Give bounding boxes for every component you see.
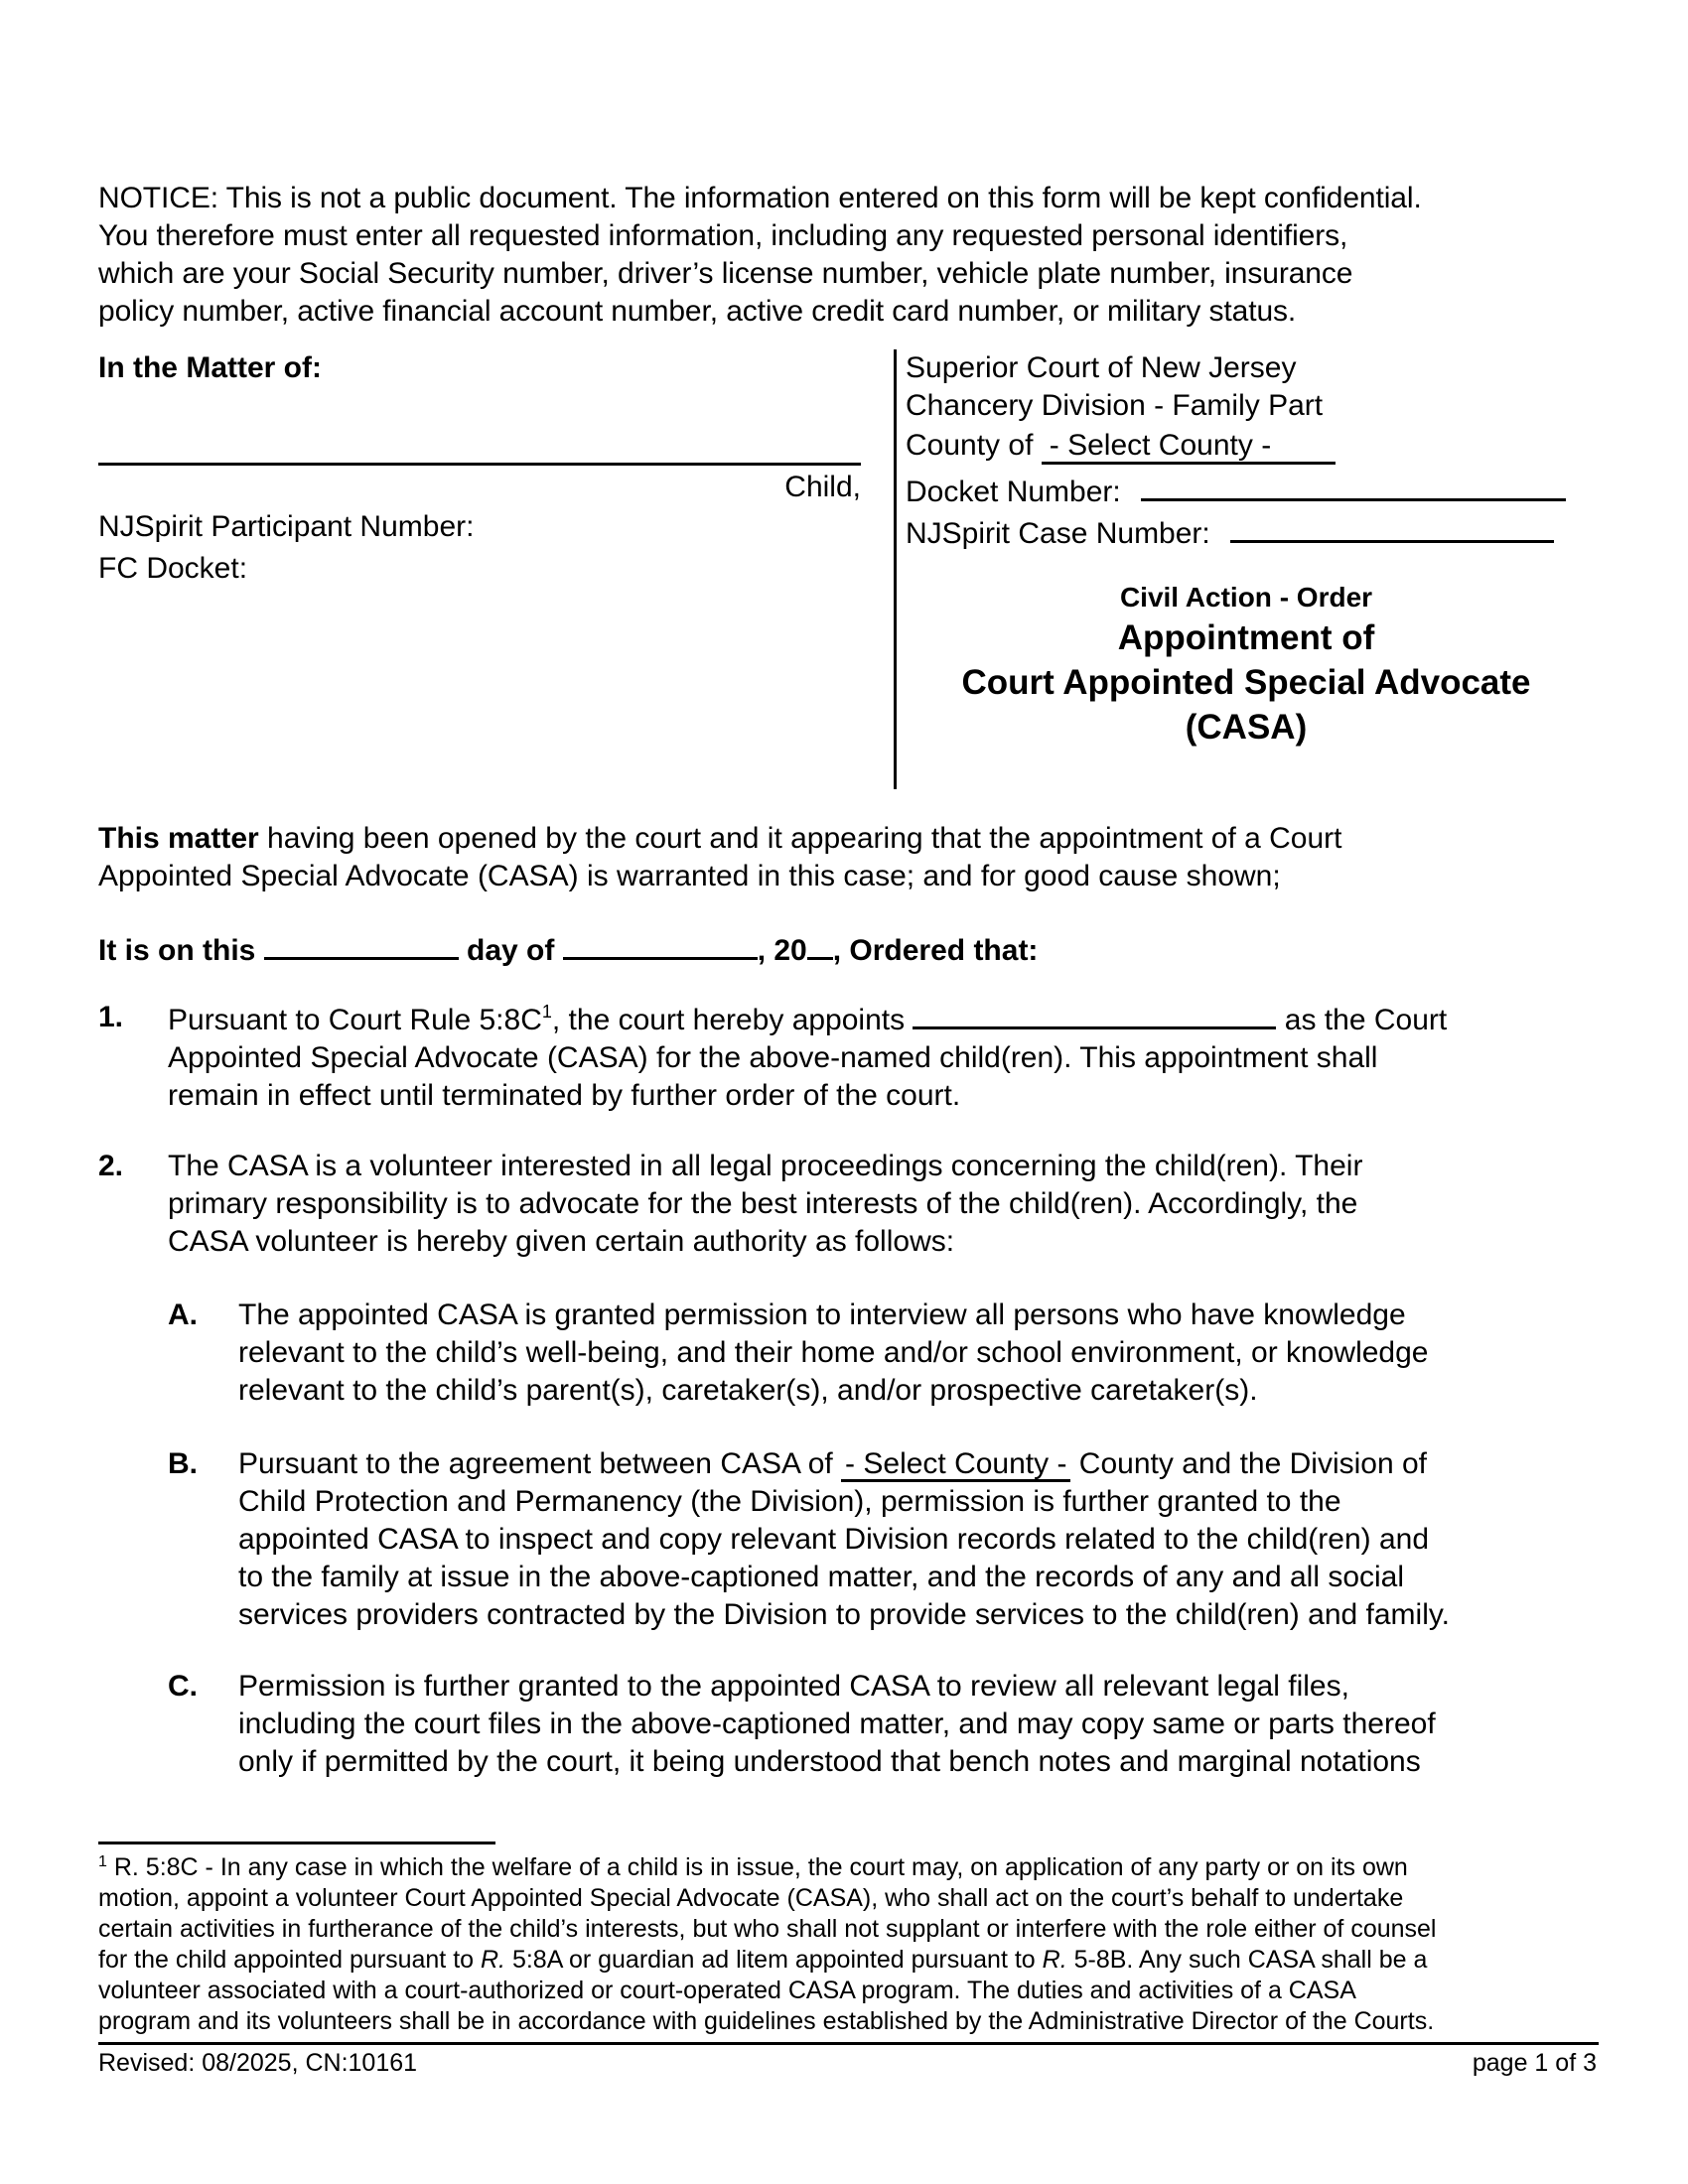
- fc-docket-label: FC Docket:: [98, 552, 248, 585]
- notice-line: which are your Social Security number, driver’s license number, vehicle plate number, insurance: [98, 257, 1353, 290]
- month-field[interactable]: [563, 929, 758, 960]
- njspirit-case-number-label: NJSpirit Case Number:: [906, 517, 1210, 550]
- subitem-text: Permission is further granted to the appointed CASA to review all relevant legal files,: [238, 1670, 1349, 1703]
- subitem-text: relevant to the child’s parent(s), caretaker(s), and/or prospective caretaker(s).: [238, 1374, 1258, 1407]
- footnote-1: [98, 1852, 1598, 2037]
- page-number: page 1 of 3: [1472, 2049, 1597, 2077]
- ordered-prefix: It is on this: [98, 934, 264, 967]
- caption-divider: [894, 349, 897, 789]
- subitem-letter: C.: [168, 1670, 198, 1703]
- court-name: Superior Court of New Jersey: [906, 351, 1297, 384]
- footnote-text: certain activities in furtherance of the child’s interests, but who shall not supplant or interfere with the role either of counsel: [98, 1915, 1437, 1943]
- subitem-text: to the family at issue in the above-captioned matter, and the records of any and all social: [238, 1561, 1405, 1593]
- subitem-text: appointed CASA to inspect and copy relevant Division records related to the child(ren) and: [238, 1523, 1430, 1556]
- footnote-text: motion, appoint a volunteer Court Appointed Special Advocate (CASA), who shall act on the court’s behalf to undertake: [98, 1884, 1404, 1912]
- footnote-text: 5-8B. Any such CASA shall be a: [1066, 1946, 1428, 1974]
- title-line: Court Appointed Special Advocate: [961, 663, 1531, 702]
- casa-county-select[interactable]: - Select County -: [841, 1449, 1070, 1482]
- item-text: , the court hereby appoints: [551, 1004, 914, 1036]
- subitem-letter: B.: [168, 1447, 198, 1480]
- subitem-text: only if permitted by the court, it being understood that bench notes and marginal notations: [238, 1745, 1421, 1778]
- docket-number-label: Docket Number:: [906, 476, 1121, 508]
- docket-number-field[interactable]: [1141, 469, 1566, 501]
- ordered-suffix: , Ordered that:: [832, 934, 1039, 967]
- in-the-matter-of-label: In the Matter of:: [98, 351, 322, 384]
- subitem-text: The appointed CASA is granted permission to interview all persons who have knowledge: [238, 1298, 1406, 1331]
- footer-rule: [98, 2042, 1599, 2045]
- ordered-day-of: day of: [458, 934, 563, 967]
- footnote-marker: 1: [98, 1853, 107, 1870]
- subitem-text: including the court files in the above-captioned matter, and may copy same or parts thereof: [238, 1707, 1436, 1740]
- item-text: primary responsibility is to advocate for the best interests of the child(ren). Accordingly, the: [168, 1187, 1358, 1220]
- recital-text: having been opened by the court and it appearing that the appointment of a Court: [258, 822, 1342, 855]
- subitem-text: relevant to the child’s well-being, and their home and/or school environment, or knowledge: [238, 1336, 1429, 1369]
- item-text: Pursuant to Court Rule 5:8C: [168, 1004, 542, 1036]
- case-row: [906, 510, 1554, 553]
- docket-row: [906, 469, 1566, 511]
- casa-appointee-field[interactable]: [913, 999, 1276, 1029]
- day-field[interactable]: [264, 929, 459, 960]
- footnote-text: for the child appointed pursuant to: [98, 1946, 481, 1974]
- recital-lead: This matter: [98, 822, 259, 855]
- recital-paragraph: [98, 820, 1598, 895]
- title-kicker: Civil Action - Order: [1119, 582, 1373, 613]
- ordered-date-line: [98, 929, 1598, 970]
- item-text: The CASA is a volunteer interested in all legal proceedings concerning the child(ren). Their: [168, 1150, 1363, 1182]
- footnote-text: R. 5:8C - In any case in which the welfare of a child is in issue, the court may, on application of any party or on its own: [106, 1853, 1408, 1881]
- form-title: [899, 580, 1594, 750]
- child-label: Child,: [784, 471, 861, 503]
- subitem-letter: A.: [168, 1298, 198, 1331]
- item-text: remain in effect until terminated by further order of the court.: [168, 1079, 961, 1112]
- item-text: as the Court: [1276, 1004, 1448, 1036]
- subitem-text: Pursuant to the agreement between CASA of: [238, 1447, 842, 1480]
- recital-text: Appointed Special Advocate (CASA) is warranted in this case; and for good cause shown;: [98, 860, 1281, 892]
- subitem-text: County and the Division of: [1070, 1447, 1428, 1480]
- revision-info: Revised: 08/2025, CN:10161: [98, 2049, 418, 2077]
- year-field[interactable]: [807, 929, 833, 960]
- njspirit-case-number-field[interactable]: [1230, 510, 1554, 543]
- county-select[interactable]: - Select County -: [1042, 430, 1336, 465]
- notice-line: NOTICE: This is not a public document. The information entered on this form will be kept confidential.: [98, 182, 1422, 214]
- notice-line: policy number, active financial account number, active credit card number, or military status.: [98, 295, 1297, 328]
- county-row: [906, 427, 1336, 465]
- notice-line: You therefore must enter all requested information, including any requested personal identifiers,: [98, 219, 1348, 252]
- county-label: County of: [906, 429, 1034, 462]
- footnote-text: program and its volunteers shall be in accordance with guidelines established by the Administrative Director of the Courts.: [98, 2007, 1435, 2035]
- subitem-text: Child Protection and Permanency (the Division), permission is further granted to the: [238, 1485, 1341, 1518]
- title-line: (CASA): [1185, 708, 1308, 747]
- item-text: Appointed Special Advocate (CASA) for the above-named child(ren). This appointment shall: [168, 1041, 1378, 1074]
- division-name: Chancery Division - Family Part: [906, 389, 1324, 422]
- footnote-separator: [98, 1842, 495, 1844]
- title-line: Appointment of: [1117, 618, 1375, 657]
- item-number: 2.: [98, 1150, 124, 1182]
- confidentiality-notice: [98, 180, 1598, 331]
- njspirit-participant-number-label: NJSpirit Participant Number:: [98, 510, 475, 543]
- footnote-text: 5:8A or guardian ad litem appointed pursuant to: [505, 1946, 1043, 1974]
- footnote-ref[interactable]: 1: [541, 1002, 552, 1022]
- rule-abbrev: R.: [481, 1946, 505, 1974]
- ordered-year-prefix: , 20: [757, 934, 807, 967]
- item-text: CASA volunteer is hereby given certain authority as follows:: [168, 1225, 955, 1258]
- footnote-text: volunteer associated with a court-authorized or court-operated CASA program. The duties and activities of a CASA: [98, 1977, 1356, 2004]
- item-number: 1.: [98, 1001, 124, 1033]
- child-name-field[interactable]: [98, 463, 861, 466]
- subitem-text: services providers contracted by the Division to provide services to the child(ren) and family.: [238, 1598, 1450, 1631]
- rule-abbrev: R.: [1042, 1946, 1067, 1974]
